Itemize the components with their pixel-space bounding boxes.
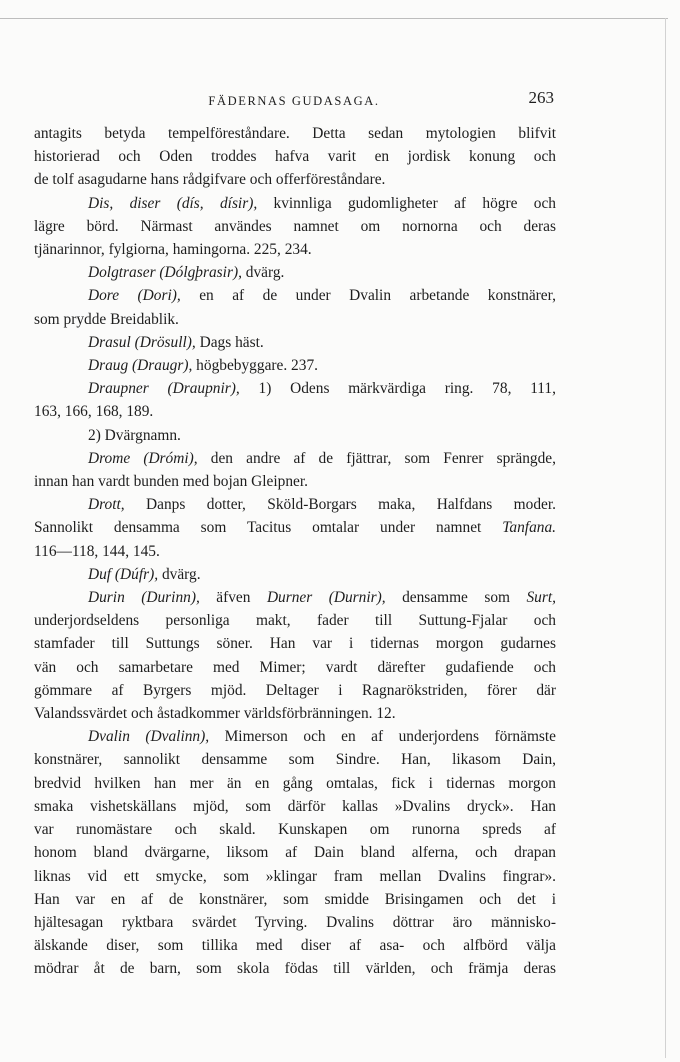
text-line	[34, 238, 556, 261]
line-text: lägre börd. Närmast användes namnet om nornorna och deras	[34, 217, 556, 235]
line-text: dvärg.	[158, 565, 201, 583]
line-text: en af de under Dvalin arbetande konstnärer,	[180, 287, 556, 305]
headword-text: Dis, diser (dís, dísir),	[88, 194, 258, 212]
text-line	[34, 122, 556, 145]
line-text: 116—118, 144, 145.	[34, 542, 160, 560]
text-line	[34, 911, 556, 934]
text-line	[34, 168, 556, 191]
text-line	[34, 516, 556, 539]
text-line	[34, 748, 556, 771]
text-line	[34, 400, 556, 423]
headword-text: Dolgtraser (Dólgþrasir),	[88, 264, 242, 282]
text-line	[34, 795, 556, 818]
line-text: de tolf asagudarne hans rådgifvare och offerföreståndare.	[34, 171, 386, 189]
text-line	[34, 632, 556, 655]
headword-text: Drasul (Drösull),	[88, 333, 196, 351]
text-line	[34, 656, 556, 679]
line-text: tjänarinnor, fylgiorna, hamingorna. 225, 234.	[34, 241, 312, 259]
line-text: Mimerson och en af underjordens förnämste	[209, 728, 557, 746]
line-text: innan han vardt bunden med bojan Gleipner.	[34, 473, 308, 491]
line-text: älskande diser, som tillika med diser af asa- och alfbörd välja	[34, 937, 556, 955]
text-line	[34, 331, 556, 354]
headword-text: Durin (Durinn),	[88, 589, 200, 607]
text-line	[34, 424, 556, 447]
headword-text: Tanfana.	[502, 519, 556, 537]
line-text: Valandssvärdet och åstadkommer världsförbränningen. 12.	[34, 705, 396, 723]
text-line	[34, 470, 556, 493]
text-line	[34, 934, 556, 957]
line-text: 1) Odens märkvärdiga ring. 78, 111,	[239, 380, 556, 398]
line-text: vän och samarbetare med Mimer; vardt därefter gudafiende och	[34, 658, 556, 676]
text-line	[34, 145, 556, 168]
line-text: som prydde Breidablik.	[34, 310, 179, 328]
text-line	[34, 957, 556, 980]
headword-text: Duf (Dúfr),	[88, 565, 159, 583]
line-text: antagits betyda tempelföreståndare. Detta sedan mytologien blifvit	[34, 125, 556, 142]
line-text: stamfader till Suttungs söner. Han var i tidernas morgon gudarnes	[34, 635, 556, 653]
text-line	[34, 725, 556, 748]
text-line	[34, 192, 556, 215]
line-text: Dags häst.	[195, 333, 264, 351]
headword-text: Durner (Durnir),	[266, 589, 386, 607]
line-text: underjordseldens personliga makt, fader till Suttung-Fjalar och	[34, 612, 556, 630]
line-text: den andre af de fjättrar, som Fenrer sprängde,	[197, 449, 556, 467]
line-text: var runomästare och skald. Kunskapen om runorna spreds af	[34, 821, 556, 839]
text-line	[34, 377, 556, 400]
line-text: högbebyggare. 237.	[192, 357, 318, 375]
line-text: 2) Dvärgnamn.	[88, 426, 181, 444]
headword-text: Dore (Dori),	[88, 287, 181, 305]
text-line	[34, 865, 556, 888]
text-line	[34, 215, 556, 238]
headword-text: Draug (Draugr),	[88, 357, 193, 375]
page-number: 263	[528, 88, 554, 107]
text-line	[34, 563, 556, 586]
line-text: konstnärer, sannolikt densamme som Sindre. Han, likasom Dain,	[34, 751, 556, 769]
line-text: kvinnliga gudomligheter af högre och	[257, 194, 556, 212]
line-text: smaka vishetskällans mjöd, som därför kallas »Dvalins dryck». Han	[34, 797, 556, 815]
line-text: Danps dotter, Sköld-Borgars maka, Halfdans moder.	[124, 496, 556, 514]
running-title: FÄDERNAS GUDASAGA.	[208, 94, 380, 108]
line-text: dvärg.	[241, 264, 285, 282]
line-text: mödrar åt de barn, som skola födas till världen, och främja deras	[34, 960, 556, 978]
text-line	[34, 261, 556, 284]
text-line	[34, 888, 556, 911]
line-text: bredvid hvilken han mer än en gång omtalas, fick i tidernas morgon	[34, 774, 556, 792]
line-text: 163, 166, 168, 189.	[34, 403, 154, 421]
text-line	[34, 772, 556, 795]
text-line	[34, 493, 556, 516]
text-line	[34, 354, 556, 377]
headword-text: Drott,	[88, 496, 125, 514]
headword-text: Draupner (Draupnir),	[88, 380, 240, 398]
top-rule	[0, 18, 668, 19]
body-text	[34, 122, 556, 981]
text-line	[34, 609, 556, 632]
text-line	[34, 586, 556, 609]
line-text: äfven	[199, 589, 267, 607]
line-text: Sannolikt densamma som Tacitus omtalar under namnet	[34, 519, 503, 537]
headword-text: Dvalin (Dvalinn),	[88, 728, 210, 746]
text-line	[34, 308, 556, 331]
line-text: historierad och Oden troddes hafva varit en jordisk konung och	[34, 148, 556, 166]
text-line	[34, 679, 556, 702]
text-line	[34, 702, 556, 725]
text-line	[34, 841, 556, 864]
headword-text: Surt,	[526, 589, 556, 607]
line-text: liknas vid ett smycke, som »klingar fram mellan Dvalins fingrar».	[34, 867, 556, 885]
page-header	[34, 88, 554, 112]
page-edge-line	[665, 18, 666, 1058]
headword-text: Drome (Drómi),	[88, 449, 198, 467]
text-line	[34, 284, 556, 307]
text-line	[34, 540, 556, 563]
text-line	[34, 447, 556, 470]
line-text: gömmare af Byrgers mjöd. Deltager i Ragnarökstriden, förer där	[34, 681, 556, 699]
text-line	[34, 818, 556, 841]
line-text: Han var en af de konstnärer, som smidde Brisingamen och det i	[34, 890, 556, 908]
line-text: hjältesagan ryktbara svärdet Tyrving. Dvalins döttrar äro människo-	[34, 913, 556, 931]
line-text: honom bland dvärgarne, liksom af Dain bland alferna, och drapan	[34, 844, 556, 862]
line-text: densamme som	[385, 589, 527, 607]
